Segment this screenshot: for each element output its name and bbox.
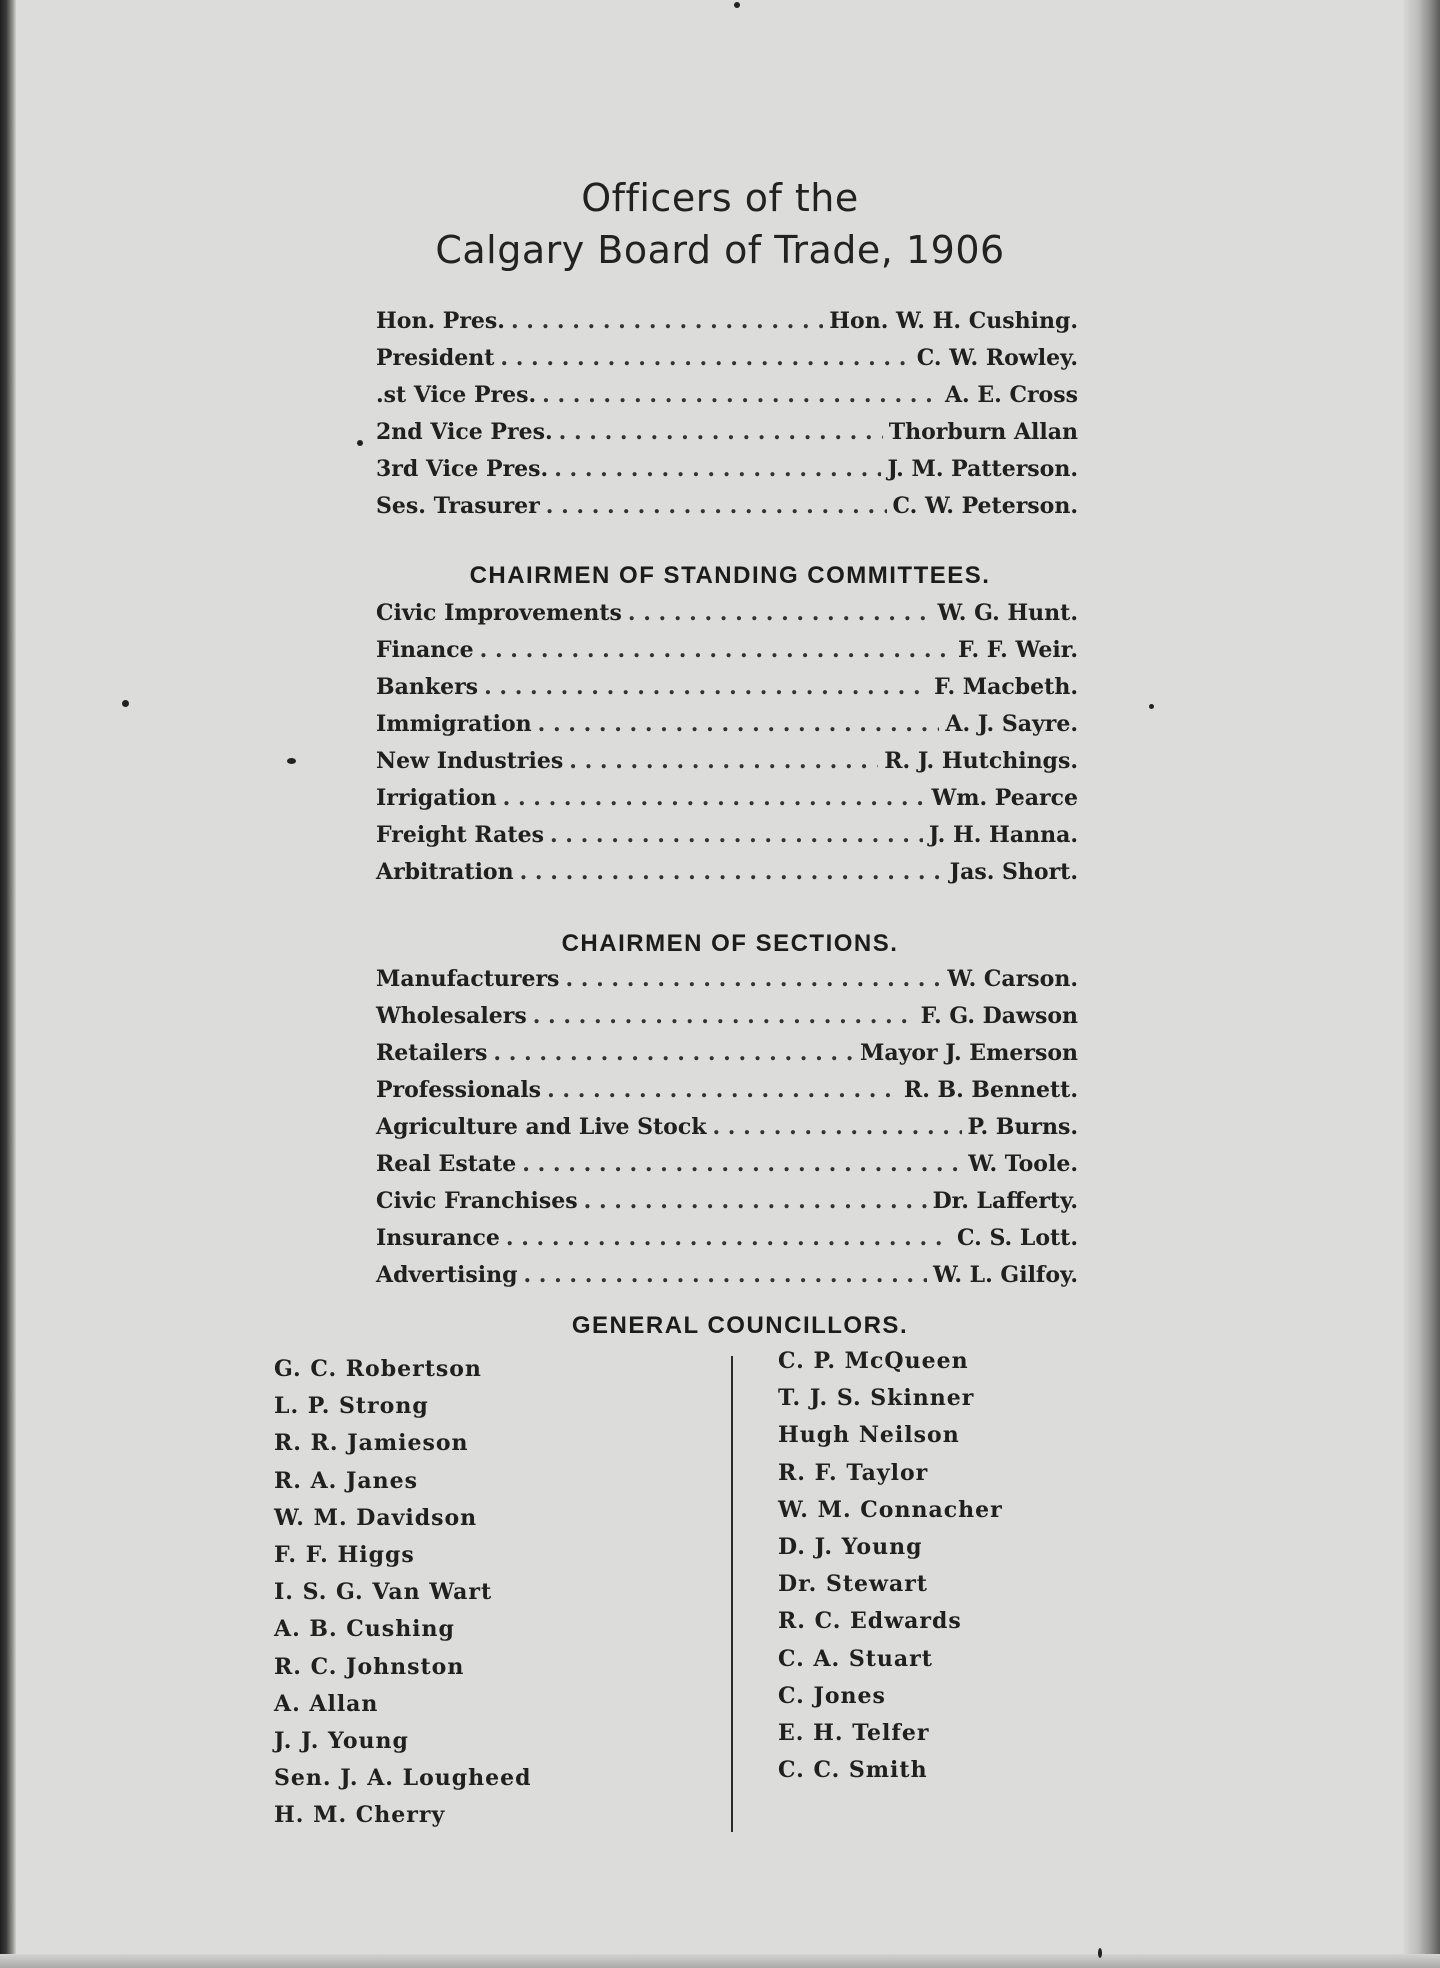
councillor-name: I. S. G. Van Wart [274,1579,493,1606]
councillor-name: R. R. Jamieson [274,1430,469,1457]
committee-role: Bankers [376,674,479,700]
standing-committees-heading: CHAIRMEN OF STANDING COMMITTEES. [469,562,991,589]
officer-role: President [376,345,495,371]
committee-entry [376,785,1078,822]
print-speck [1149,704,1154,709]
sections-heading: CHAIRMEN OF SECTIONS. [561,930,899,957]
dot-leader [712,1114,961,1140]
committee-chairman: A. J. Sayre. [945,711,1078,737]
print-speck [287,758,296,764]
dot-leader [554,456,881,482]
councillor-name: C. P. McQueen [778,1348,969,1374]
general-councillors-heading: GENERAL COUNCILLORS. [571,1312,909,1339]
dot-leader [520,859,944,885]
councillor-name: Dr. Stewart [778,1571,928,1598]
section-chairman: W. Toole. [968,1151,1078,1177]
officer-role: Ses. Trasurer [376,493,540,519]
dot-leader [522,1151,962,1177]
committee-chairman: Jas. Short. [949,859,1078,885]
section-chairman: W. L. Gilfoy. [933,1262,1078,1288]
section-role: Insurance [376,1225,500,1251]
standing-committees-list [376,600,1078,896]
section-entry [376,1262,1078,1299]
officer-name: J. M. Patterson. [887,456,1078,482]
committee-chairman: F. F. Weir. [958,637,1078,663]
committee-role: Arbitration [376,859,514,885]
dot-leader [538,711,940,737]
committee-role: Civic Improvements [376,600,622,626]
councillor-name: A. B. Cushing [274,1616,455,1643]
councillors-left-column [274,1356,532,1839]
section-entry [376,1114,1078,1151]
page-title-line-2: Calgary Board of Trade, 1906 [435,228,1005,272]
councillor-name: C. C. Smith [778,1757,928,1784]
dot-leader [523,1262,927,1288]
dot-leader [506,1225,951,1251]
dot-leader [559,419,883,445]
dot-leader [547,1077,898,1103]
committee-chairman: F. Macbeth. [934,674,1078,700]
dot-leader [565,966,941,992]
section-entry [376,1040,1078,1077]
councillor-name: W. M. Davidson [274,1504,478,1531]
section-role: Wholesalers [376,1003,527,1029]
dot-leader [503,785,926,811]
dot-leader [628,600,932,626]
committee-chairman: J. H. Hanna. [928,822,1078,848]
print-speck [122,700,129,707]
councillor-name: L. P. Strong [274,1393,429,1420]
section-entry [376,1003,1078,1040]
section-role: Agriculture and Live Stock [376,1114,707,1140]
officers-list [376,308,1078,530]
councillor-name: R. A. Janes [274,1467,419,1494]
print-speck [1098,1948,1102,1958]
committee-entry [376,637,1078,674]
officer-entry [376,345,1078,382]
committee-entry [376,822,1078,859]
committee-chairman: R. J. Hutchings. [884,748,1078,774]
councillor-name: W. M. Connacher [778,1496,1003,1523]
dot-leader [533,1003,915,1029]
officer-entry [376,493,1078,530]
sections-list [376,966,1078,1299]
section-role: Advertising [376,1262,518,1288]
councillor-name: A. Allan [274,1690,379,1717]
councillor-name: J. J. Young [274,1727,409,1754]
column-divider [731,1356,733,1832]
dot-leader [584,1188,927,1214]
councillor-name: R. C. Johnston [274,1653,465,1680]
officer-name: A. E. Cross [944,382,1078,408]
officer-entry [376,456,1078,493]
section-entry [376,1077,1078,1114]
councillor-name: R. C. Edwards [778,1608,962,1635]
committee-entry [376,859,1078,896]
officer-name: C. W. Rowley. [916,345,1078,371]
dot-leader [550,822,923,848]
officer-role: .st Vice Pres. [376,382,537,408]
dot-leader [500,345,910,371]
councillor-name: T. J. S. Skinner [778,1385,975,1412]
section-chairman: W. Carson. [947,966,1078,992]
page-binding-edge [0,0,16,1968]
dot-leader [493,1040,854,1066]
officer-entry [376,419,1078,456]
councillor-name: E. H. Telfer [778,1719,930,1746]
councillor-name: Hugh Neilson [778,1422,960,1449]
councillor-name: D. J. Young [778,1533,923,1560]
officer-role: 3rd Vice Pres. [376,456,549,482]
print-speck [734,2,740,8]
dot-leader [511,308,823,334]
councillor-name: F. F. Higgs [274,1541,415,1568]
councillor-name: H. M. Cherry [274,1802,446,1829]
committee-entry [376,711,1078,748]
dot-leader [480,637,952,663]
councillor-name: Sen. J. A. Lougheed [274,1765,532,1792]
section-chairman: C. S. Lott. [957,1225,1078,1251]
officer-name: Thorburn Allan [888,419,1078,445]
section-role: Real Estate [376,1151,517,1177]
committee-entry [376,674,1078,711]
councillor-name: R. F. Taylor [778,1459,929,1486]
dot-leader [542,382,939,408]
committee-role: Finance [376,637,474,663]
section-chairman: P. Burns. [967,1114,1078,1140]
section-role: Manufacturers [376,966,560,992]
dot-leader [546,493,887,519]
committee-chairman: W. G. Hunt. [937,600,1078,626]
councillor-name: C. Jones [778,1682,886,1709]
committee-chairman: Wm. Pearce [931,785,1078,811]
page-right-edge [1404,0,1440,1968]
section-role: Professionals [376,1077,542,1103]
committee-role: Immigration [376,711,532,737]
committee-role: New Industries [376,748,564,774]
officer-role: Hon. Pres. [376,308,505,334]
section-role: Retailers [376,1040,488,1066]
section-chairman: Dr. Lafferty. [932,1188,1078,1214]
section-entry [376,1225,1078,1262]
print-speck [357,440,363,446]
officer-role: 2nd Vice Pres. [376,419,553,445]
section-chairman: R. B. Bennett. [903,1077,1078,1103]
councillor-name: G. C. Robertson [274,1356,482,1382]
section-chairman: Mayor J. Emerson [859,1040,1078,1066]
officer-entry [376,382,1078,419]
page-bottom-edge [0,1954,1440,1968]
dot-leader [569,748,878,774]
officer-entry [376,308,1078,345]
councillor-name: C. A. Stuart [778,1645,933,1672]
section-chairman: F. G. Dawson [920,1003,1078,1029]
page-title-line-1: Officers of the [581,176,859,220]
officer-name: Hon. W. H. Cushing. [829,308,1078,334]
committee-entry [376,748,1078,785]
section-entry [376,1151,1078,1188]
committee-role: Freight Rates [376,822,544,848]
dot-leader [484,674,928,700]
committee-role: Irrigation [376,785,497,811]
section-role: Civic Franchises [376,1188,578,1214]
committee-entry [376,600,1078,637]
councillors-right-column [778,1348,1003,1794]
section-entry [376,1188,1078,1225]
section-entry [376,966,1078,1003]
officer-name: C. W. Peterson. [892,493,1078,519]
